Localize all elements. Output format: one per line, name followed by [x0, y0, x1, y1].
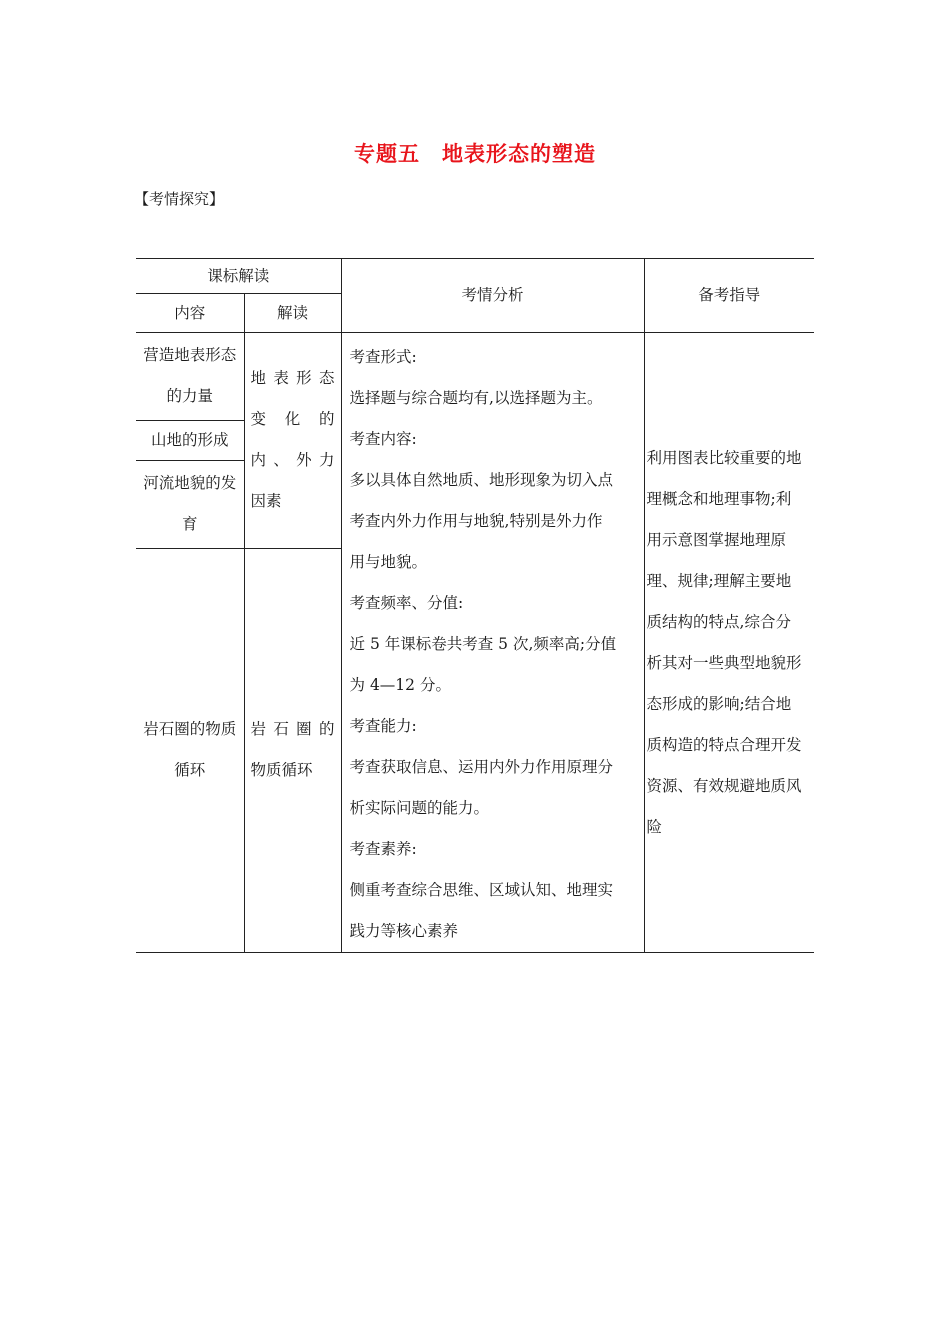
- content-item-1-line-2: 的力量: [166, 387, 213, 406]
- analysis-content-label: 考查内容:: [349, 430, 417, 448]
- section-label: 【考情探究】: [134, 190, 225, 208]
- content-item-1: [136, 333, 244, 421]
- analysis-ability-line-2: 析实际问题的能力。: [349, 799, 490, 817]
- interpretation-group-1: [244, 333, 341, 549]
- analysis-literacy-line-1: 侧重考查综合思维、区域认知、地理实: [349, 881, 614, 899]
- guide-line-8: 质构造的特点合理开发: [646, 735, 802, 754]
- interpretation-1-line-2: 变化的: [250, 410, 335, 429]
- guide-line-1: 利用图表比较重要的地: [646, 448, 802, 467]
- header-interpretation: 解读: [244, 294, 341, 333]
- analysis-freq-line-2: 为 4—12 分。: [349, 676, 451, 694]
- analysis-freq-line-1: 近 5 年课标卷共考查 5 次,频率高;分值: [349, 635, 617, 653]
- header-analysis: 考情分析: [341, 259, 644, 333]
- analysis-freq-label: 考查频率、分值:: [349, 594, 464, 612]
- interpretation-2-line-1: 岩石圈的: [250, 720, 335, 739]
- analysis-content-line-3: 用与地貌。: [349, 553, 428, 571]
- content-item-3-line-2: 育: [181, 515, 198, 534]
- guide-line-9: 资源、有效规避地质风: [646, 776, 802, 795]
- interpretation-group-2: [244, 548, 341, 952]
- analysis-literacy-line-2: 践力等核心素养: [349, 922, 459, 940]
- content-item-4-line-1: 岩石圈的物质: [143, 720, 237, 739]
- content-item-3-line-1: 河流地貌的发: [143, 474, 237, 493]
- guide-line-7: 态形成的影响;结合地: [646, 694, 792, 713]
- content-item-2: 山地的形成: [136, 420, 244, 460]
- interpretation-1-line-1: 地表形态: [250, 369, 335, 388]
- analysis-content-line-2: 考查内外力作用与地貌,特别是外力作: [349, 512, 603, 530]
- analysis-ability-label: 考查能力:: [349, 717, 417, 735]
- header-content: 内容: [136, 294, 244, 333]
- content-item-1-line-1: 营造地表形态: [143, 346, 237, 365]
- exam-analysis-table: [136, 258, 814, 953]
- analysis-ability-line-1: 考查获取信息、运用内外力作用原理分: [349, 758, 614, 776]
- analysis-literacy-label: 考查素养:: [349, 840, 417, 858]
- interpretation-1-line-3: 内、外力: [250, 451, 335, 470]
- guide-line-3: 用示意图掌握地理原: [646, 530, 787, 549]
- content-item-4: [136, 548, 244, 952]
- guide-line-2: 理概念和地理事物;利: [646, 489, 792, 508]
- guide-line-10: 险: [646, 817, 663, 836]
- guide-line-4: 理、规律;理解主要地: [646, 571, 792, 590]
- guide-line-5: 质结构的特点,综合分: [646, 612, 791, 631]
- header-guide: 备考指导: [644, 259, 814, 333]
- interpretation-2-line-2: 物质循环: [250, 761, 313, 780]
- guide-cell: [644, 333, 814, 953]
- content-item-4-line-2: 循环: [174, 761, 206, 780]
- analysis-cell: [341, 333, 644, 953]
- analysis-content-line-1: 多以具体自然地质、地形现象为切入点: [349, 471, 614, 489]
- page-title: 专题五 地表形态的塑造: [354, 142, 596, 166]
- guide-line-6: 析其对一些典型地貌形: [646, 653, 802, 672]
- content-item-3: [136, 461, 244, 549]
- analysis-form-text: 选择题与综合题均有,以选择题为主。: [349, 389, 603, 407]
- interpretation-1-line-4: 因素: [250, 492, 282, 511]
- analysis-form-label: 考查形式:: [349, 348, 417, 366]
- header-curriculum: 课标解读: [136, 259, 341, 294]
